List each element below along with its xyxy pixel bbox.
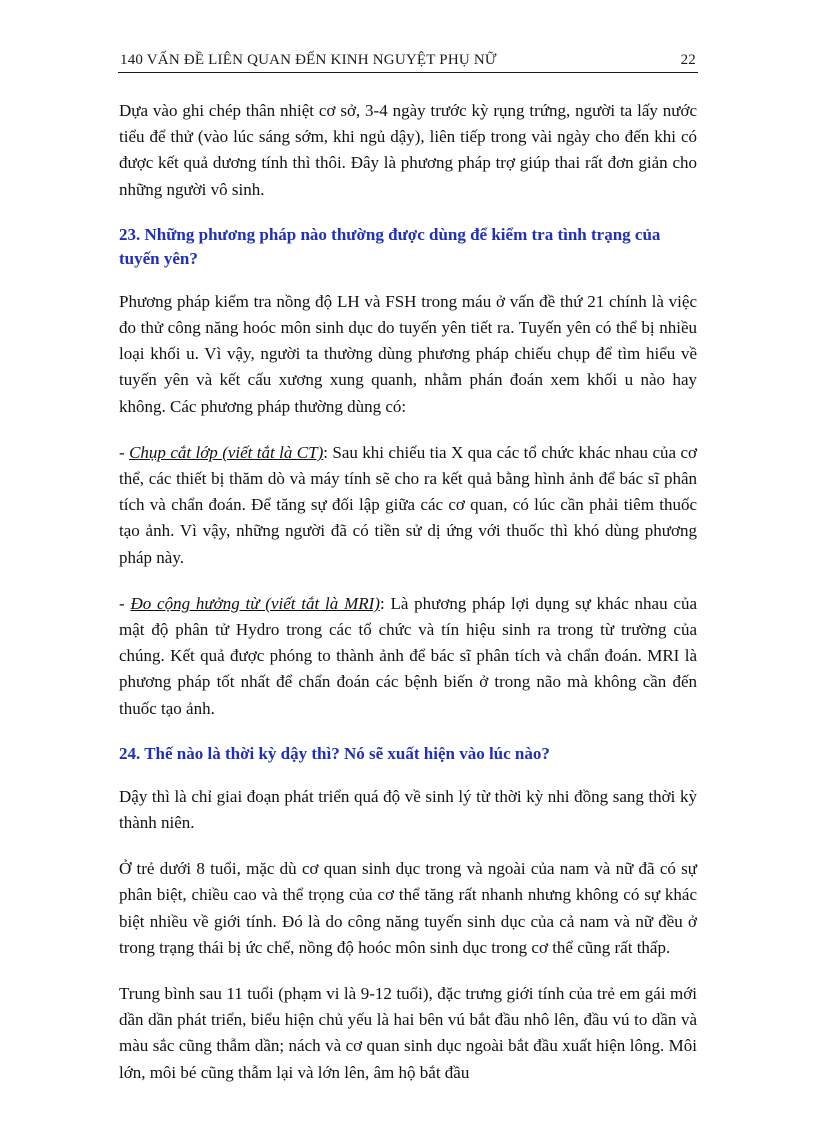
book-title: 140 VẤN ĐỀ LIÊN QUAN ĐẾN KINH NGUYỆT PHỤ NỮ bbox=[120, 52, 497, 68]
mri-term: Đo cộng hưởng từ (viết tắt là MRI) bbox=[130, 593, 380, 613]
mri-dash: - bbox=[119, 593, 131, 613]
ct-term: Chụp cắt lớp (viết tắt là CT) bbox=[129, 442, 324, 462]
page-body bbox=[119, 98, 697, 1106]
question-23-heading: 23. Những phương pháp nào thường được dùng để kiểm tra tình trạng của tuyến yên? bbox=[119, 224, 661, 268]
ct-text: : Sau khi chiếu tia X qua các tổ chức khác nhau của cơ thể, các thiết bị thăm dò và máy tính sẽ cho ra kết quả bằng hình ảnh để bác sĩ phân tích và chẩn đoán. Để tăng sự đối lập giữa các cơ quan, có lúc cần phải tiêm thuốc tạo ảnh. Vì vậy, những người đã có tiền sử dị ứng với thuốc thì khó dùng phương pháp này. bbox=[119, 442, 697, 567]
q24-paragraph-3: Trung bình sau 11 tuổi (phạm vi là 9-12 tuổi), đặc trưng giới tính của trẻ em gái mới dần dần phát triển, biểu hiện chủ yếu là hai bên vú bắt đầu nhô lên, đầu vú to dần và màu sắc cũng thẫm dần; nách và cơ quan sinh dục ngoài bắt đầu xuất hiện lông. Môi lớn, môi bé cũng thẫm lại và lớn lên, âm hộ bắt đầu bbox=[119, 984, 697, 1082]
running-header bbox=[118, 50, 698, 73]
ct-dash: - bbox=[119, 442, 130, 462]
mri-text: : Là phương pháp lợi dụng sự khác nhau của mật độ phân tử Hydro trong các tổ chức và tín hiệu sinh ra trong từ trường của chúng. Kết quả được phóng to thành ảnh để bác sĩ phân tích và chẩn đoán. MRI là phương pháp tốt nhất để chẩn đoán các bệnh biến ở trong não mà không cần đến thuốc tạo ảnh. bbox=[119, 593, 697, 718]
ct-paragraph bbox=[119, 440, 697, 571]
mri-paragraph bbox=[119, 591, 697, 722]
q24-paragraph-2: Ở trẻ dưới 8 tuổi, mặc dù cơ quan sinh dục trong và ngoài của nam và nữ đã có sự phân biệt, chiều cao và thể trọng của cơ thể tăng rất nhanh nhưng không có sự khác biệt nhiều về giới tính. Đó là do công năng tuyến sinh dục của cả nam và nữ đều ở trong trạng thái bị ức chế, nồng độ hoóc môn sinh dục trong cơ thể cũng rất thấp. bbox=[119, 859, 697, 957]
page-number: 22 bbox=[680, 52, 696, 68]
intro-paragraph: Dựa vào ghi chép thân nhiệt cơ sở, 3-4 ngày trước kỳ rụng trứng, người ta lấy nước tiểu để thử (vào lúc sáng sớm, khi ngủ dậy), liên tiếp trong vài ngày cho đến khi có được kết quả dương tính thì thôi. Đây là phương pháp trợ giúp thai rất đơn giản cho những người vô sinh. bbox=[119, 101, 697, 199]
q24-paragraph-1: Dậy thì là chỉ giai đoạn phát triển quá độ về sinh lý từ thời kỳ nhi đồng sang thời kỳ thành niên. bbox=[119, 786, 697, 833]
question-24-heading: 24. Thế nào là thời kỳ dậy thì? Nó sẽ xuất hiện vào lúc nào? bbox=[119, 743, 550, 763]
q23-paragraph: Phương pháp kiểm tra nồng độ LH và FSH trong máu ở vấn đề thứ 21 chính là việc đo thử công năng hoóc môn sinh dục do tuyến yên tiết ra. Tuyến yên có thể bị nhiều loại khối u. Vì vậy, người ta thường dùng phương pháp chiếu chụp để tìm hiểu về tuyến yên và kết cấu xương xung quanh, nhằm phán đoán xem khối u nào hay không. Các phương pháp thường dùng có: bbox=[119, 291, 697, 416]
